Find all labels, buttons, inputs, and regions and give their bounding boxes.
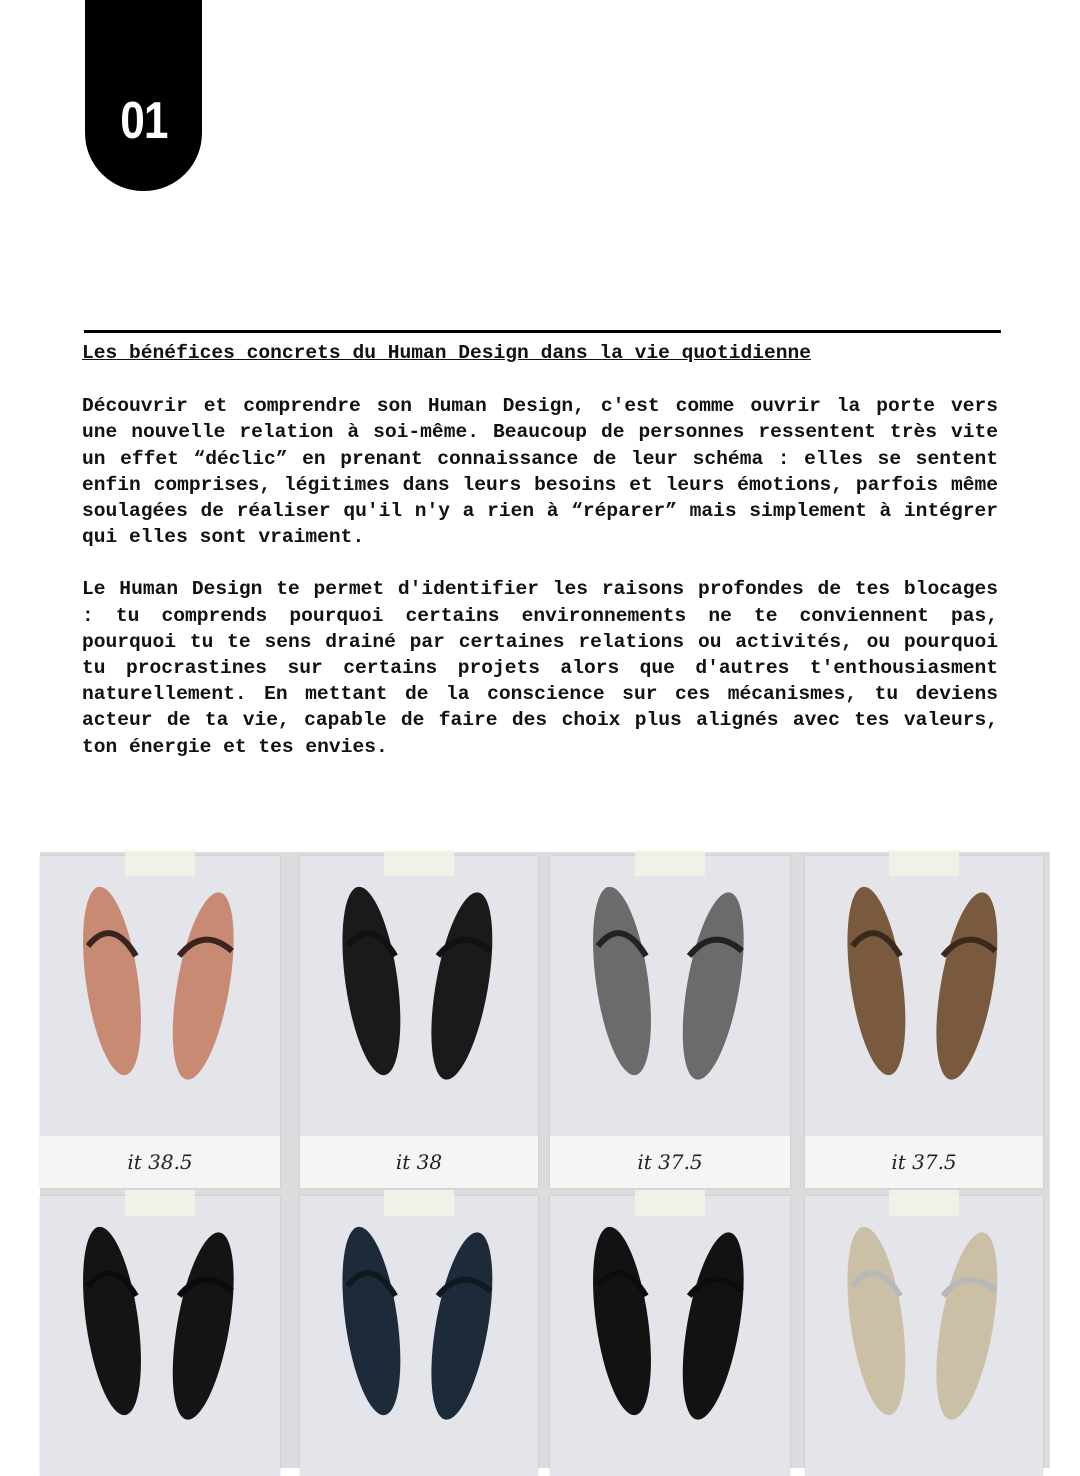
paragraph: Découvrir et comprendre son Human Design, c'est comme ouvrir la porte vers une nouvelle relation à soi-même. Beaucoup de personnes ressentent très vite un effet “déclic” en prenant connaissance de leur schéma : elles se sentent enfin comprises, légitimes dans leurs besoins et leurs émotions, parfois même soulagées de réaliser qu'il n'y a rien à “réparer” mais simplement à intégrer qui elles sont vraiment. [82,395,998,549]
shoe-photo-card [550,1196,790,1476]
section-number-badge [85,0,202,191]
section-number: 01 [119,92,168,150]
shoes-photo-grid [40,852,1050,1468]
shoe-pair-image [40,1196,280,1456]
tape [889,850,959,876]
size-label: it 38.5 [40,1136,280,1188]
tape [384,1190,454,1216]
section-content [82,340,998,786]
shoe-photo-card [40,856,280,1188]
tape [635,1190,705,1216]
size-label: it 38 [300,1136,538,1188]
shoe-photo-card [40,1196,280,1476]
shoe-photo-card [805,1196,1043,1476]
size-label: it 37.5 [805,1136,1043,1188]
shoe-photo-card [300,856,538,1188]
tape [125,1190,195,1216]
section-title: Les bénéfices concrets du Human Design dans la vie quotidienne [82,342,812,364]
shoe-pair-image [805,1196,1043,1456]
shoe-photo-card [550,856,790,1188]
shoe-pair-image [300,1196,538,1456]
shoe-pair-image [805,856,1043,1116]
paragraph: Le Human Design te permet d'identifier les raisons profondes de tes blocages : tu comprends pourquoi certains environnements ne te conviennent pas, pourquoi tu te sens drainé par certaines relations ou activités, ou pourquoi tu procrastines sur certains projets alors que d'autres t'enthousiasment naturellement. En mettant de la conscience sur ces mécanismes, tu deviens acteur de ta vie, capable de faire des choix plus alignés avec tes valeurs, ton énergie et tes envies. [82,578,998,758]
shoe-pair-image [550,856,790,1116]
size-label: it 37.5 [550,1136,790,1188]
tape [384,850,454,876]
shoe-pair-image [300,856,538,1116]
shoe-pair-image [40,856,280,1116]
shoe-pair-image [550,1196,790,1456]
divider [84,330,1001,333]
shoe-photo-card [805,856,1043,1188]
shoe-photo-card [300,1196,538,1476]
tape [635,850,705,876]
tape [889,1190,959,1216]
tape [125,850,195,876]
